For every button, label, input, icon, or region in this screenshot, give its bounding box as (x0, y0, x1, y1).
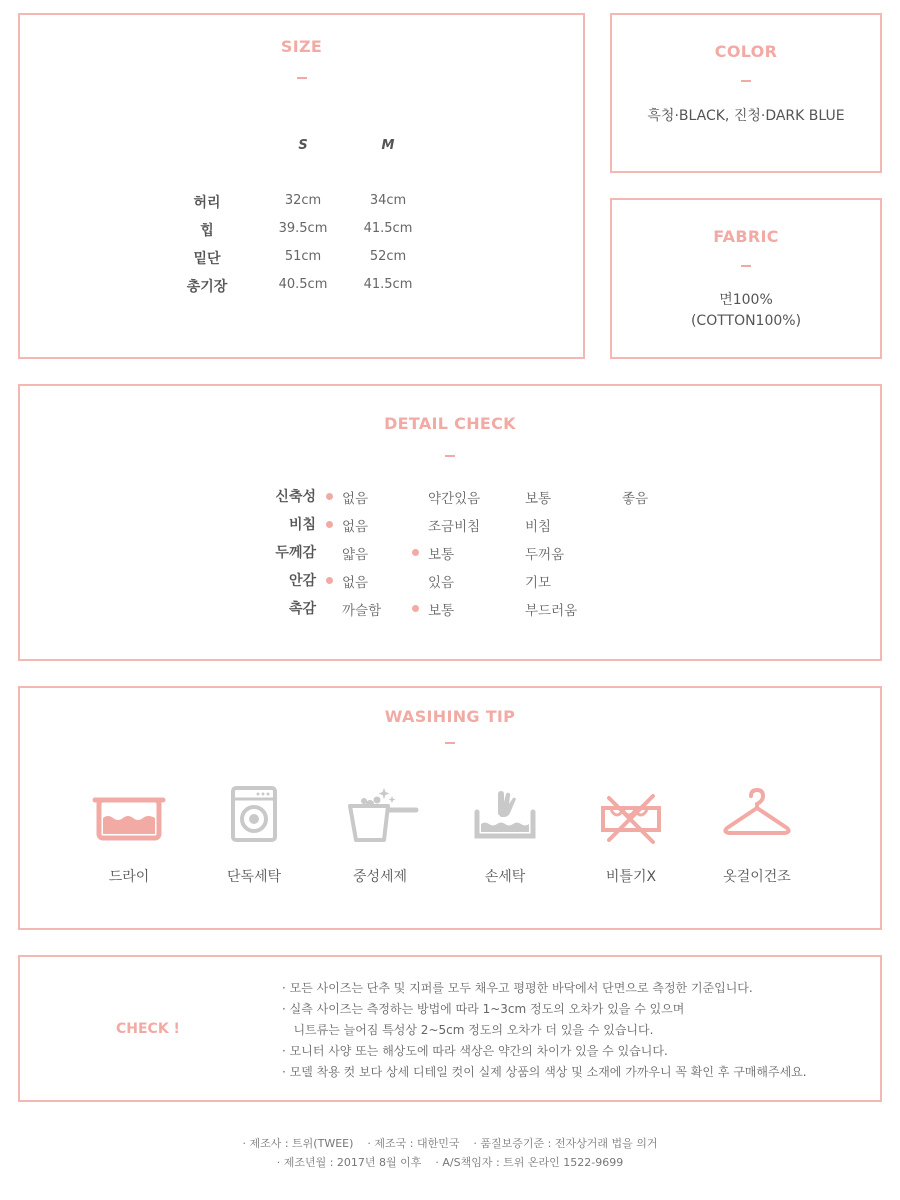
fabric-value-en: (COTTON100%) (690, 313, 802, 329)
size-cell: 32cm (284, 193, 322, 208)
detail-option: 있음 (428, 575, 455, 591)
size-row-label: 허리 (193, 195, 221, 211)
no-wring-icon (591, 784, 671, 854)
color-value: 흑청·BLACK, 진청·DARK BLUE (647, 108, 845, 124)
detail-option: 보통 (525, 491, 552, 507)
size-col-m: M (381, 138, 395, 153)
check-notice-item: 니트류는 늘어짐 특성상 2~5cm 정도의 오차가 더 있을 수 있습니다. (282, 1023, 654, 1037)
selected-dot-icon (326, 577, 333, 584)
size-title-divider (297, 77, 307, 79)
detail-option: 없음 (342, 575, 369, 591)
washing-tip-panel (18, 686, 882, 930)
fabric-title: FABRIC (713, 227, 779, 246)
dry-clean-tub-icon (89, 784, 169, 854)
check-title: CHECK ! (116, 1021, 180, 1037)
detail-label-sheer: 비침 (288, 517, 316, 533)
selected-dot-icon (412, 549, 419, 556)
wash-item-handwash (455, 784, 555, 886)
detail-option: 얇음 (342, 547, 369, 563)
detail-label-lining: 안감 (288, 573, 316, 589)
color-title-divider (741, 80, 751, 82)
size-cell: 41.5cm (363, 277, 413, 292)
detail-option: 두꺼움 (525, 547, 565, 563)
detail-option: 없음 (342, 519, 369, 535)
washing-tip-divider (445, 742, 455, 744)
check-notice-list (282, 978, 807, 1083)
hand-wash-icon (465, 784, 545, 854)
size-row-label: 총기장 (186, 279, 228, 295)
detail-option: 조금비침 (428, 519, 481, 535)
check-notice-item: · 실측 사이즈는 측정하는 방법에 따라 1~3cm 정도의 오차가 있을 수 있으며 (282, 1002, 685, 1016)
size-cell: 52cm (369, 249, 407, 264)
size-title: SIZE (280, 37, 323, 56)
wash-label: 중성세제 (352, 869, 408, 885)
selected-dot-icon (412, 605, 419, 612)
detail-option: 약간있음 (428, 491, 481, 507)
footer-manufacturer-line: · 제조사 : 트위(TWEE) · 제조국 : 대한민국 · 품질보증기준 : 전자상거래 법을 의거 (242, 1137, 658, 1150)
wash-item-detergent (330, 784, 430, 886)
fabric-value: 면100% (719, 292, 773, 308)
fabric-title-divider (741, 265, 751, 267)
detail-option: 까슬함 (342, 603, 382, 619)
detail-option: 기모 (525, 575, 552, 591)
check-notice-item: · 모든 사이즈는 단추 및 지퍼를 모두 채우고 평평한 바닥에서 단면으로 측정한 기준입니다. (282, 981, 753, 995)
size-cell: 39.5cm (278, 221, 328, 236)
wash-label: 옷걸이건조 (723, 869, 791, 885)
selected-dot-icon (326, 521, 333, 528)
detail-option: 비침 (525, 519, 552, 535)
wash-label: 비틀기X (605, 869, 657, 885)
detail-label-thickness: 두께감 (275, 545, 316, 561)
size-panel (18, 13, 585, 359)
size-row-label: 힙 (200, 223, 214, 239)
size-row-label: 밑단 (193, 251, 221, 267)
detail-check-divider (445, 455, 455, 457)
color-title: COLOR (714, 42, 778, 61)
wash-item-solo (204, 784, 304, 886)
wash-label: 손세탁 (484, 869, 526, 885)
detail-option: 부드러움 (525, 603, 578, 619)
detail-option: 보통 (428, 547, 455, 563)
color-panel (610, 13, 882, 173)
detail-label-stretch: 신축성 (275, 489, 316, 505)
wash-item-dry (79, 784, 179, 886)
washing-tip-title: WASIHING TIP (384, 707, 516, 726)
check-notice-item: · 모델 착용 컷 보다 상세 디테일 컷이 실제 상품의 색상 및 소재에 가까우니 꼭 확인 후 구매해주세요. (282, 1065, 807, 1079)
hanger-icon (717, 784, 797, 854)
washing-machine-icon (214, 784, 294, 854)
size-cell: 40.5cm (278, 277, 328, 292)
check-notice-panel (18, 955, 882, 1102)
detail-option: 없음 (342, 491, 369, 507)
fabric-panel (610, 198, 882, 359)
selected-dot-icon (326, 493, 333, 500)
detail-option: 보통 (428, 603, 455, 619)
wash-item-hanger (707, 784, 807, 886)
size-cell: 34cm (369, 193, 407, 208)
detail-label-texture: 촉감 (288, 601, 316, 617)
wash-label: 단독세탁 (226, 869, 282, 885)
detail-option: 좋음 (622, 491, 649, 507)
wash-label: 드라이 (108, 869, 150, 885)
check-notice-item: · 모니터 사양 또는 해상도에 따라 색상은 약간의 차이가 있을 수 있습니다. (282, 1044, 668, 1058)
detergent-scoop-icon (340, 784, 420, 854)
detail-check-panel (18, 384, 882, 661)
wash-item-no-wring (581, 784, 681, 886)
size-cell: 41.5cm (363, 221, 413, 236)
footer-date-line: · 제조년월 : 2017년 8월 이후 · A/S책임자 : 트위 온라인 1522-9699 (276, 1156, 624, 1169)
detail-check-title: DETAIL CHECK (384, 414, 516, 433)
size-col-s: S (298, 138, 308, 153)
size-cell: 51cm (284, 249, 322, 264)
